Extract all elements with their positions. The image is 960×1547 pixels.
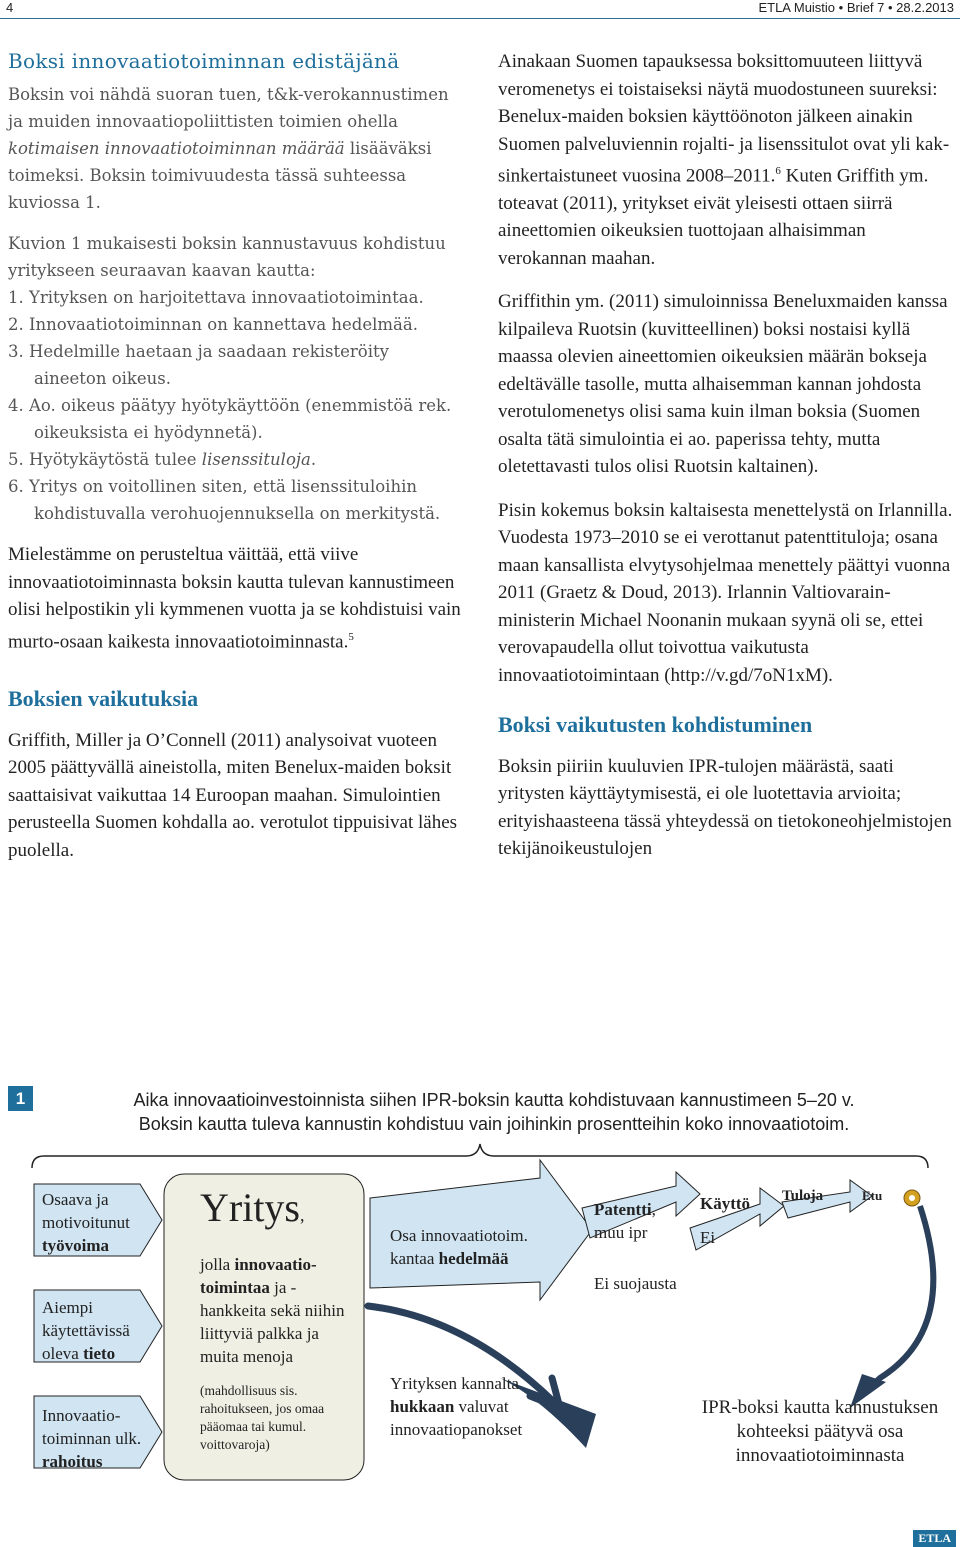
footnote-ref[interactable]: 5 xyxy=(348,630,354,643)
text-run: Ainakaan Suomen tapauksessa boksittomuuteen liittyvä veromenetys ei toistaiseksi näytä muodostuneen suureksi: Benelux-maiden boksien käyttöönoton jälkeen ainakin Suomen palveluviennin rojalti- ja lisenssitulot ovat yli kaksinkertaistuneet vuosina 2008–2011. xyxy=(498,51,950,187)
osa-label xyxy=(390,1224,530,1270)
text-run: Osaava ja motivoitunut xyxy=(42,1190,130,1232)
right-column xyxy=(498,48,953,879)
list-item: 1. Yrityksen on harjoitettava innovaatiotoimintaa. xyxy=(8,288,424,307)
text-run: Aiempi käytettävissä oleva xyxy=(42,1298,130,1363)
kaava-list xyxy=(8,284,463,527)
timeline-bracket xyxy=(32,1144,928,1168)
page-number: 4 xyxy=(6,0,14,15)
text-run: ja -hankkeita sekä niihin liittyviä palkka ja muita menoja xyxy=(200,1278,345,1366)
emphasis: lisenssituloja xyxy=(201,450,311,469)
text-run: valuvat innovaatiopanokset xyxy=(390,1397,523,1439)
box-title: Boksi innovaatiotoiminnan edistäjänä xyxy=(8,49,400,73)
box-paragraph-2: Kuvion 1 mukaisesti boksin kannustavuus kohdistuu yritykseen seuraavan kaavan kautta: xyxy=(8,234,446,280)
bold-run: rahoitus xyxy=(42,1452,103,1471)
kaytto-label: Käyttö xyxy=(700,1194,751,1213)
list-item: 6. Yritys on voitollinen siten, että lisenssituloihin kohdistuvalla verohuojennuksella on merkitystä. xyxy=(8,477,441,523)
etla-logo: ETLA xyxy=(913,1530,956,1547)
figure-number: 1 xyxy=(8,1086,33,1111)
bold-run: innovaatiotoimintaa xyxy=(200,1255,317,1297)
text-run: jolla xyxy=(200,1255,235,1274)
text-run: lisääväksi toimeksi. Boksin toimivuudesta tässä suhteessa kuviossa 1. xyxy=(8,139,432,212)
yritys-small: (mahdollisuus sis. rahoitukseen, jos omaa pääomaa tai kumul. voittovaroja) xyxy=(200,1383,325,1452)
list-item xyxy=(8,446,463,473)
bold-run: Patentti xyxy=(594,1200,652,1219)
box-section xyxy=(8,48,463,527)
ipr-note: IPR-boksi kautta kannustuksen kohteeksi päätyvä osa innovaatiotoiminnasta xyxy=(701,1397,939,1466)
figure-1 xyxy=(0,1078,960,1545)
bold-run: työvoima xyxy=(42,1236,110,1255)
gear-icon xyxy=(904,1190,920,1206)
paragraph-ruotsi: Griffithin ym. (2011) simuloinnissa Beneluxmaiden kanssa kilpaileva Ruotsin (kuvitteellinen) boksi nostaisi kyllä maassa olevien aineettomien oikeuksien määrän bokseja edeltävälle tasolle, mutta alhaisemman kannan johdosta verotulomenetys olisi sama kuin ilman boksia (Suomen osalta tätä simulointia ei ao. paperissa tehty, mutta oletettavasti tulos olisi Ruotsin kaltainen). xyxy=(498,291,948,478)
bold-run: tieto xyxy=(83,1344,116,1363)
bold-run: hukkaan xyxy=(390,1397,455,1416)
text-run: Yrityksen kannalta xyxy=(390,1374,519,1393)
left-body xyxy=(8,541,463,864)
text-run: , muu ipr xyxy=(594,1200,656,1242)
ei-label: Ei xyxy=(700,1228,716,1247)
box-paragraph-1 xyxy=(8,81,463,216)
text-run: Boksin voi nähdä suoran tuen, t&k-verokannustimen ja muiden innovaatiopoliittisten toimien ohella xyxy=(8,85,449,131)
left-column xyxy=(8,48,463,880)
yritys-text xyxy=(200,1182,360,1454)
bold-run: hedelmää xyxy=(438,1249,509,1268)
caption-line: Aika innovaatioinvestoinnista siihen IPR-boksin kautta kohdistuvaan kannustimeen 5–20 v. xyxy=(133,1090,855,1110)
yritys-title xyxy=(200,1182,360,1241)
text-run: Yritys xyxy=(200,1185,300,1230)
yritys-description xyxy=(200,1253,360,1368)
section-title-kohdistuminen: Boksi vaikutusten kohdistuminen xyxy=(498,712,813,738)
list-item: 4. Ao. oikeus päätyy hyötykäyttöön (enemmistöä rek. oikeuksista ei hyödynnetä). xyxy=(8,396,452,442)
paragraph-veromenetys xyxy=(498,48,953,272)
text-run: , xyxy=(300,1205,305,1225)
etu-label: Etu xyxy=(862,1188,883,1203)
patentti-label xyxy=(594,1198,680,1244)
input-label-tieto xyxy=(42,1296,160,1365)
page-header xyxy=(0,0,960,19)
ei-suojausta-label: Ei suojausta xyxy=(594,1274,677,1293)
ipr-curve xyxy=(860,1206,933,1396)
text-run: Mielestämme on perusteltua väittää, että viive innovaatiotoiminnasta boksin kautta tulevan kannustimeen olisi helpostikin yli kymmenen vuotta ja se kohdistuisi vain murto-osaan kaikesta innovaatiotoiminnasta. xyxy=(8,544,461,652)
paragraph-irlanti: Pisin kokemus boksin kaltaisesta menettelystä on Irlannilla. Vuodesta 1973–2010 se ei verottanut patenttituloja; osana maan kansallista elvytysohjelmaa menettely päättyi vuonna 2011 (Graetz & Doud, 2013). Irlannin Valtiovarainministerin Michael Noonanin mukaan syynä oli se, ettei verovapaudella ollut toivottua vaikutusta innovaatiotoimintaan (http://v.gd/7oN1xM). xyxy=(498,499,953,686)
text-run: 5. Hyötykäytöstä tulee xyxy=(8,450,202,469)
emphasis: kotimaisen innovaatiotoiminnan määrää xyxy=(8,139,345,158)
text-run: Innovaatiotoiminnan ulk. xyxy=(42,1406,142,1448)
input-label-tyovoima xyxy=(42,1188,160,1257)
paragraph-ipr-tulot: Boksin piiriin kuuluvien IPR-tulojen määrästä, saati yritysten käyttäytymisestä, ei ole luotettavia arvioita; erityishaasteena tässä yhteydessä on tietokoneohjelmistojen tekijänoikeustulojen xyxy=(498,755,952,860)
caption-line: Boksin kautta tuleva kannustin kohdistuu vain joihinkin prosentteihin koko innovaatiotoim. xyxy=(138,1114,850,1134)
paragraph-griffith: Griffith, Miller ja O’Connell (2011) analysoivat vuoteen 2005 päättyvällä aineistolla, miten Benelux-maiden boksit saattaisivat vaikuttaa 14 Euroopan maahan. Simulointien perusteella Suomen kohdalla ao. verotulot tippuisivat lähes puolella. xyxy=(8,729,458,861)
input-label-rahoitus xyxy=(42,1404,164,1473)
hukka-label xyxy=(390,1372,568,1441)
text-run: Osa innovaatiotoim. kantaa xyxy=(390,1226,528,1268)
text-run: Kuten Griffith ym. toteavat (2011), yritykset eivät yleisesti ottaen siirrä aineettomien oikeuksien tuottojaan alhaisimman verokannan maahan. xyxy=(498,165,929,269)
section-title-vaikutuksia: Boksien vaikutuksia xyxy=(8,686,199,712)
footnote-ref[interactable]: 6 xyxy=(775,165,781,177)
list-item: 2. Innovaatiotoiminnan on kannettava hedelmää. xyxy=(8,315,418,334)
paragraph-mielestamme xyxy=(8,541,463,655)
list-item: 3. Hedelmille haetaan ja saadaan rekisteröity aineeton oikeus. xyxy=(8,342,389,388)
running-title: ETLA Muistio • Brief 7 • 28.2.2013 xyxy=(758,0,954,15)
tuloja-label: Tuloja xyxy=(782,1188,824,1204)
text-run: . xyxy=(310,450,317,469)
